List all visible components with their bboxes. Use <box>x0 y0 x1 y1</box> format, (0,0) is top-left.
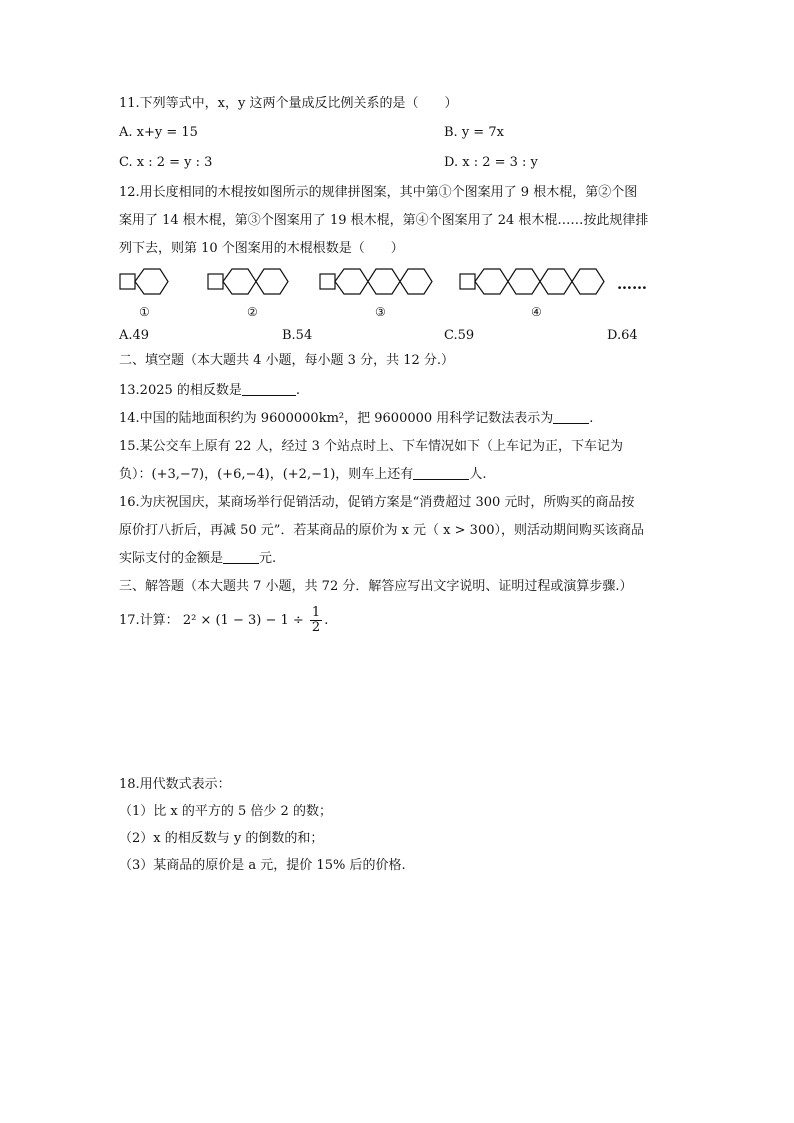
q17-prefix: 17.计算： <box>119 613 179 628</box>
q16-line-1: 16.为庆祝国庆，某商场举行促销活动，促销方案是“消费超过 300 元时，所购买的商品按 <box>119 495 635 510</box>
q13-answer-blank[interactable] <box>242 383 296 396</box>
q15-line-2 <box>119 466 486 484</box>
q14 <box>119 410 593 428</box>
q17-end: . <box>324 613 329 628</box>
pattern-2 <box>208 269 288 294</box>
q18-title: 18.用代数式表示： <box>119 777 231 792</box>
q16-line-3 <box>119 550 276 568</box>
section-3-heading: 三、解答题（本大题共 7 小题，共 72 分．解答应写出文字说明、证明过程或演算步骤.） <box>119 579 633 594</box>
q17-fraction-numerator: 1 <box>311 605 321 620</box>
pattern-1 <box>120 269 168 294</box>
q17-expression: 2² × (1 − 3) − 1 ÷ <box>182 613 304 628</box>
q12-option-d: D.64 <box>607 328 638 343</box>
q17 <box>119 604 328 638</box>
q13 <box>119 382 300 400</box>
q16-answer-blank[interactable] <box>223 551 259 564</box>
q11-option-d: D. x : 2 = 3 : y <box>444 155 538 170</box>
q15-line-1: 15.某公交车上原有 22 人，经过 3 个站点时上、下车情况如下（上车记为正，下车记为 <box>119 439 624 454</box>
q16-line-2: 原价打八折后，再减 50 元”．若某商品的原价为 x 元（ x > 300），则活动期间购买该商品 <box>119 523 644 538</box>
section-2-heading: 二、填空题（本大题共 4 小题，每小题 3 分，共 12 分.） <box>119 353 455 368</box>
q18-item-2: （2）x 的相反数与 y 的倒数的和； <box>119 831 324 846</box>
stick-pattern-figure <box>119 265 679 325</box>
pattern-3 <box>320 269 432 294</box>
q12-line-3: 列下去，则第 10 个图案用的木棍根数是（ ） <box>119 241 404 256</box>
q14-text: 14.中国的陆地面积约为 9600000km²，把 9600000 用科学记数法表示为 <box>119 411 554 426</box>
q16-end: 元. <box>259 551 277 566</box>
q11-stem: 11.下列等式中，x，y 这两个量成反比例关系的是（ ） <box>119 96 458 111</box>
q18-item-3: （3）某商品的原价是 a 元，提价 15% 后的价格. <box>119 858 406 873</box>
q13-text: 13.2025 的相反数是 <box>119 383 242 398</box>
q11-option-a: A. x+y = 15 <box>119 125 198 140</box>
pattern-ellipsis: …… <box>617 275 647 293</box>
stick-pattern-svg <box>119 265 679 325</box>
pattern-4 <box>460 269 604 294</box>
q15-line-2-text: 负）：(+3,−7)，(+6,−4)，(+2,−1)，则车上还有 <box>119 467 414 482</box>
q12-option-a: A.49 <box>119 328 150 343</box>
q16-line-3-text: 实际支付的金额是 <box>119 551 224 566</box>
q18-item-1: （1）比 x 的平方的 5 倍少 2 的数； <box>119 804 332 819</box>
q12-option-c: C.59 <box>444 328 475 343</box>
q14-answer-blank[interactable] <box>553 411 589 424</box>
q11-option-c: C. x : 2 = y : 3 <box>119 155 213 170</box>
pattern-label-3: ③ <box>375 305 386 319</box>
q15-answer-blank[interactable] <box>413 467 469 480</box>
pattern-label-2: ② <box>247 305 258 319</box>
pattern-label-1: ① <box>139 305 150 319</box>
q12-line-2: 案用了 14 根木棍，第③个图案用了 19 根木棍，第④个图案用了 24 根木棍……按此规律排 <box>119 213 649 228</box>
q15-end: 人. <box>469 467 487 482</box>
q14-end: . <box>589 411 594 426</box>
q12-line-1: 12.用长度相同的木棍按如图所示的规律拼图案，其中第①个图案用了 9 根木棍，第②个图 <box>119 185 638 200</box>
q11-option-b: B. y = 7x <box>444 125 504 140</box>
q17-fraction-denominator: 2 <box>311 620 321 635</box>
pattern-label-4: ④ <box>531 305 542 319</box>
q13-end: . <box>295 383 301 398</box>
q17-fraction <box>310 606 322 635</box>
q12-option-b: B.54 <box>282 328 313 343</box>
